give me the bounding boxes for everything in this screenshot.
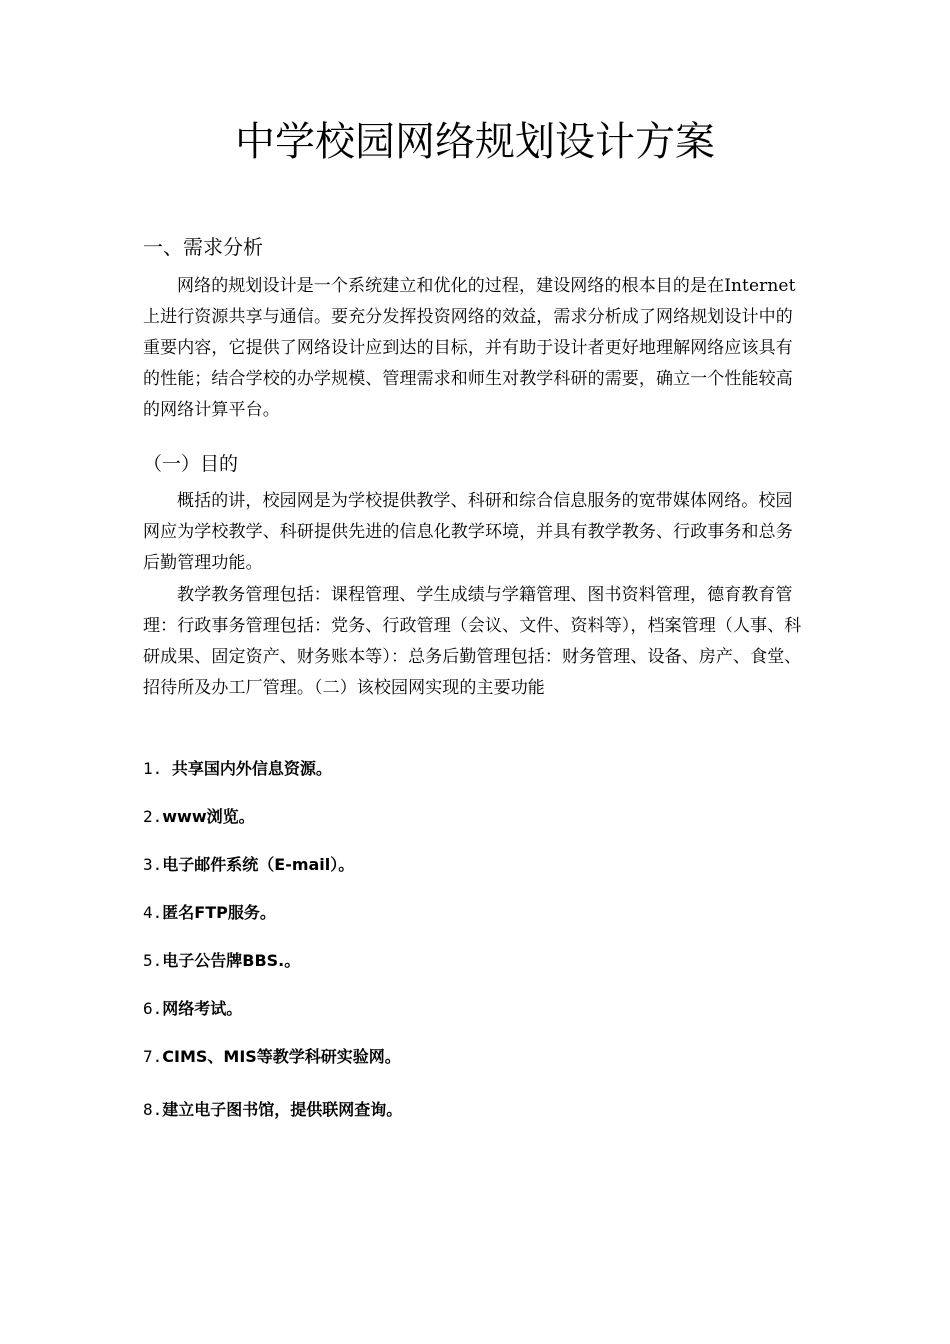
function-list-item: 2.www浏览。: [143, 807, 255, 826]
document-title: 中学校园网络规划设计方案: [235, 119, 715, 165]
purpose-paragraph-2: 教学教务管理包括：课程管理、学生成绩与学籍管理、图书资料管理，德育教育管理：行政事务管理包括：党务、行政管理（会议、文件、资料等），档案管理（人事、科研成果、固定资产、财务账本等）：总务后勤管理包括：财务管理、设备、房产、食堂、招待所及办工厂管理。（二）该校园网实现的主要功能: [143, 585, 802, 698]
function-list-item: 5.电子公告牌BBS.。: [143, 951, 301, 970]
function-list-item: 1. 共享国内外信息资源。: [143, 759, 332, 778]
function-list-item: 7.CIMS、MIS等教学科研实验网。: [143, 1047, 401, 1066]
purpose-paragraph-1: 概括的讲，校园网是为学校提供教学、科研和综合信息服务的宽带媒体网络。校园网应为学校教学、科研提供先进的信息化教学环境，并具有教学教务、行政事务和总务后勤管理功能。: [143, 491, 793, 573]
requirements-paragraph: 网络的规划设计是一个系统建立和优化的过程，建设网络的根本目的是在Internet上进行资源共享与通信。要充分发挥投资网络的效益，需求分析成了网络规划设计中的重要内容，它提供了网络设计应到达的目标，并有助于设计者更好地理解网络应该具有的性能；结合学校的办学规模、管理需求和师生对教学科研的需要，确立一个性能较高的网络计算平台。: [143, 276, 796, 420]
function-list-item: 3.电子邮件系统（E-mail）。: [143, 855, 355, 874]
function-list-item: 6.网络考试。: [143, 999, 243, 1018]
subsection-heading-purpose: （一）目的: [143, 453, 239, 475]
function-list-item: 8.建立电子图书馆，提供联网查询。: [143, 1100, 403, 1119]
function-list-item: 4.匿名FTP服务。: [143, 903, 276, 922]
section-heading-requirements: 一、需求分析: [143, 235, 263, 259]
